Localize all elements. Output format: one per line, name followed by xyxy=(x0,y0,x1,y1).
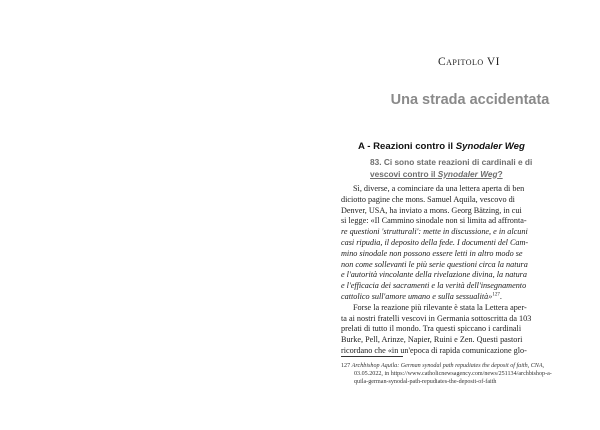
footnote-number: 127 xyxy=(341,363,351,369)
footnote-line xyxy=(341,362,581,370)
body-line-end: . xyxy=(499,291,502,301)
body-line: prelati di tutto il mondo. Tra questi spiccano i cardinali xyxy=(341,324,522,334)
body-text xyxy=(341,184,576,357)
question-line-2-pre: vescovi contro il xyxy=(370,168,438,179)
body-line-italic: e l'autorità vincolante della rivelazione divina, la natura xyxy=(341,270,527,280)
body-line: Burke, Pell, Arinze, Napier, Ruini e Zen. Questi pastori xyxy=(341,335,523,345)
footnote-line-1: Archbishop Aquila: German synodal path repudiates the deposit of faith, CNA, xyxy=(351,363,545,369)
body-line-italic-part: cattolico sull'amore umano e sulla sessualità» xyxy=(341,291,493,301)
body-line-part: si legge: «Il Cammino sinodale non si limita ad affronta- xyxy=(341,216,527,226)
body-line-italic: casi ripudia, il deposito della fede. I documenti del Cam- xyxy=(341,237,529,247)
footnote-line-3[interactable]: quila-german-synodal-path-repudiates-the-deposit-of-faith xyxy=(354,379,497,386)
body-line-italic: e l'efficacia dei sacramenti e la verità dell'insegnamento xyxy=(341,281,527,291)
body-line: Forse la reazione più rilevante è stata la Lettera aper- xyxy=(353,302,527,312)
question-line-1: 83. Ci sono state reazioni di cardinali e di xyxy=(370,157,533,167)
chapter-title: Una strada accidentata xyxy=(390,92,550,108)
footnote xyxy=(341,362,581,387)
question-line-2-emph: Synodaler Weg xyxy=(437,168,498,179)
section-heading-prefix: A - Reazioni contro il xyxy=(358,141,456,152)
body-line: diciotto pagine che mons. Samuel Aquila, vescovo di xyxy=(341,194,515,204)
section-heading xyxy=(358,141,578,152)
body-line xyxy=(341,216,576,227)
body-line-italic: mino sinodale non possono essere letti in altro modo se xyxy=(341,248,523,258)
body-line: Sì, diverse, a cominciare da una lettera aperta di ben xyxy=(353,184,525,193)
chapter-label xyxy=(404,56,534,68)
chapter-label-text: Capitolo VI xyxy=(437,56,501,68)
footnote-line-2[interactable]: 03.05.2022, in https://www.catholicnewsagency.com/news/251134/archbishop-a- xyxy=(354,371,552,378)
question-heading xyxy=(370,157,590,180)
footnote-reference[interactable]: 127 xyxy=(492,292,500,298)
question-line-2 xyxy=(370,169,590,181)
body-line: Denver, USA, ha inviato a mons. Georg Bätzing, in cui xyxy=(341,205,522,215)
question-line-2-post: ? xyxy=(497,168,503,179)
body-line xyxy=(341,292,576,303)
body-line-italic: non come sollevanti le più serie questioni circa la natura xyxy=(341,259,528,269)
body-line: ricordano che «in un'epoca di rapida comunicazione glo- xyxy=(341,345,527,355)
body-line-italic: re questioni 'strutturali': mette in discussione, e in alcuni xyxy=(341,227,528,237)
body-line: ta ai nostri fratelli vescovi in Germania sottoscritta da 103 xyxy=(341,313,532,323)
footnote-divider xyxy=(341,356,403,357)
section-heading-emph: Synodaler Weg xyxy=(455,141,525,152)
